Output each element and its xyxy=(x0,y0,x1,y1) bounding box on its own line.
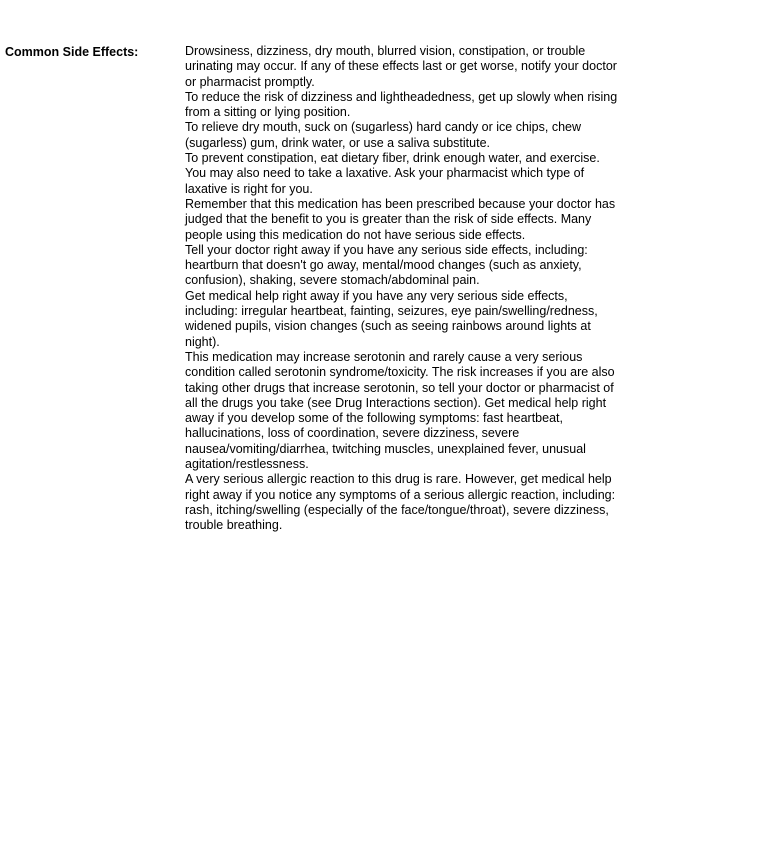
side-effects-content xyxy=(185,44,621,534)
paragraph-dry-mouth-tip: To relieve dry mouth, suck on (sugarless) hard candy or ice chips, chew (sugarless) gum, drink water, or use a saliva substitute. xyxy=(185,120,582,150)
paragraph-common-effects: Drowsiness, dizziness, dry mouth, blurred vision, constipation, or trouble urinating may occur. If any of these effects last or get worse, notify your doctor or pharmacist promptly. xyxy=(185,44,617,89)
paragraph-constipation-tip: To prevent constipation, eat dietary fiber, drink enough water, and exercise. You may also need to take a laxative. Ask your pharmacist which type of laxative is right for you. xyxy=(185,151,600,196)
paragraph-allergic-reaction: A very serious allergic reaction to this drug is rare. However, get medical help right away if you notice any symptoms of a serious allergic reaction, including: rash, itching/swelling (especially of the face/tongue/throat), severe dizziness, trouble breathing. xyxy=(185,472,616,533)
paragraph-serious-effects: Tell your doctor right away if you have any serious side effects, including: heartburn that doesn't go away, mental/mood changes (such as anxiety, confusion), shaking, severe stomach/abdominal pain. xyxy=(185,242,588,288)
section-label: Common Side Effects: xyxy=(5,45,139,59)
paragraph-benefit-note: Remember that this medication has been prescribed because your doctor has judged that the benefit to you is greater than the risk of side effects. Many people using this medication do not have serious side effects. xyxy=(185,196,616,242)
paragraph-very-serious-effects: Get medical help right away if you have any very serious side effects, including: irregular heartbeat, fainting, seizures, eye pain/swelling/redness, widened pupils, vision changes (such as seeing rainbows around lights at night). xyxy=(185,288,598,349)
paragraph-serotonin-warning: This medication may increase serotonin and rarely cause a very serious condition called serotonin syndrome/toxicity. The risk increases if you are also taking other drugs that increase serotonin, so tell your doctor or pharmacist of all the drugs you take (see Drug Interactions section). Get medical help right away if you develop some of the following symptoms: fast heartbeat, hallucinations, loss of coordination, severe dizziness, severe nausea/vomiting/diarrhea, twitching muscles, unexplained fever, unusual agitation/restlessness. xyxy=(185,349,615,472)
paragraph-dizziness-tip: To reduce the risk of dizziness and lightheadedness, get up slowly when rising from a sitting or lying position. xyxy=(185,89,618,120)
